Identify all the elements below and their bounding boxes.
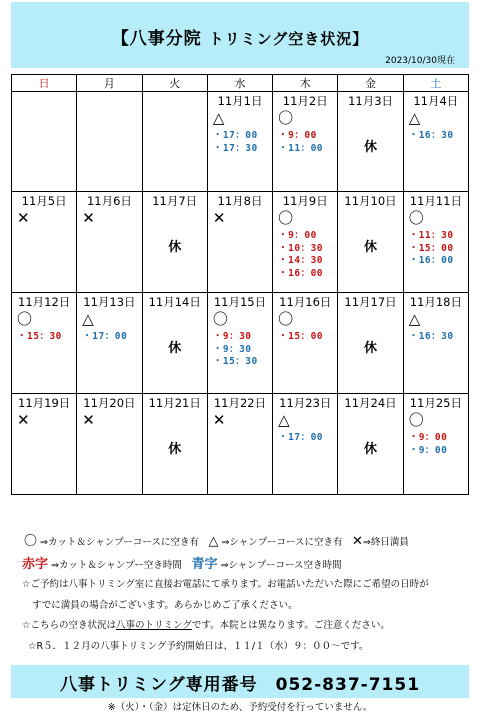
weekday-header: 火 [142, 75, 207, 92]
day-date: 11月4日 [413, 94, 459, 108]
availability-mark: 〇 [408, 209, 424, 227]
closed-label: 休 [168, 240, 182, 255]
time-slot: ・17：00 [278, 432, 324, 443]
calendar-day-cell [207, 92, 272, 192]
availability-mark: ✕ [17, 209, 30, 227]
calendar-day-cell [142, 394, 207, 495]
time-slot: ・9：00 [278, 230, 317, 241]
calendar-day-cell [12, 192, 77, 293]
day-date: 11月21日 [148, 396, 201, 410]
time-slot-list [404, 130, 468, 143]
time-slot-list [208, 130, 272, 155]
calendar-day-cell [77, 394, 142, 495]
time-slot: ・16：00 [408, 255, 454, 266]
day-date: 11月18日 [409, 295, 462, 309]
availability-mark: △ [278, 411, 290, 429]
time-slot: ・17：00 [212, 130, 258, 141]
note-location-b: 八事のトリミング [116, 620, 192, 631]
calendar-day-cell [12, 394, 77, 495]
color-legend [22, 553, 341, 572]
day-date: 11月12日 [18, 295, 71, 309]
availability-mark: 〇 [17, 310, 33, 328]
blue-text-label: 青字 [191, 557, 218, 572]
time-slot-list [273, 230, 337, 280]
availability-mark: 〇 [212, 310, 228, 328]
symbol-legend [24, 530, 409, 549]
time-slot-list [273, 130, 337, 155]
calendar-week-row [12, 192, 469, 293]
time-slot-list [273, 432, 337, 445]
availability-mark: 〇 [278, 109, 294, 127]
cross-legend-text: ⇒終日満員 [362, 537, 409, 548]
closed-label: 休 [364, 240, 378, 255]
triangle-legend-text: ⇒シャンプーコースに空き有 [218, 537, 352, 548]
calendar-day-cell [338, 293, 403, 394]
note-reservation: ☆ご予約は八事トリミング室に直接お電話にて承ります。お電話いただいた際にご希望の日時が [22, 579, 429, 590]
availability-mark: ✕ [82, 209, 95, 227]
note-location [22, 617, 390, 631]
calendar-day-cell [142, 192, 207, 293]
calendar-day-cell [142, 92, 207, 192]
availability-mark: ✕ [212, 411, 226, 429]
time-slot-list [12, 331, 76, 344]
day-date: 11月6日 [86, 194, 132, 208]
blue-legend-text: ⇒シャンプーコース空き時間 [217, 560, 342, 571]
calendar-day-cell [207, 394, 272, 495]
time-slot: ・9：00 [408, 432, 448, 443]
calendar-day-cell [207, 293, 272, 394]
cross-symbol: ✕ [351, 534, 363, 549]
calendar-week-row [12, 92, 469, 192]
day-date: 11月17日 [344, 295, 397, 309]
calendar-day-cell [273, 394, 338, 495]
calendar-day-cell [403, 394, 468, 495]
calendar-day-cell [77, 293, 142, 394]
calendar-day-cell [338, 192, 403, 293]
day-date: 11月7日 [152, 194, 198, 208]
page-title [11, 24, 469, 49]
day-date: 11月5日 [21, 194, 67, 208]
time-slot: ・15：00 [408, 242, 454, 254]
time-slot-list [273, 331, 337, 344]
time-slot: ・14：30 [278, 255, 324, 266]
weekday-header: 金 [338, 75, 403, 92]
time-slot: ・17：00 [82, 331, 128, 342]
availability-calendar [11, 74, 469, 495]
availability-mark: ✕ [212, 209, 226, 227]
calendar-day-cell [403, 92, 468, 192]
time-slot: ・10：30 [278, 242, 324, 254]
day-date: 11月8日 [217, 194, 263, 208]
day-date: 11月1日 [217, 94, 263, 108]
calendar-day-cell [142, 293, 207, 394]
time-slot: ・15：00 [278, 331, 324, 342]
calendar-week-row [12, 293, 469, 394]
as-of-date: 2023/10/30現在 [385, 56, 455, 66]
availability-mark: ✕ [17, 411, 30, 429]
title-sub: トリミング空き状況】 [208, 30, 369, 48]
header-banner [11, 2, 469, 68]
day-date: 11月22日 [213, 396, 267, 410]
day-date: 11月25日 [409, 396, 462, 410]
day-date: 11月15日 [213, 295, 267, 309]
calendar-day-cell [403, 293, 468, 394]
note-reservation-cont: すでに満員の場合がございます。あらかじめご了承ください。 [32, 600, 298, 611]
day-date: 11月10日 [344, 194, 397, 208]
day-date: 11月13日 [83, 295, 136, 309]
time-slot-list [77, 331, 141, 344]
time-slot: ・9：00 [278, 130, 317, 141]
weekday-header: 日 [12, 75, 77, 92]
time-slot: ・15：30 [212, 356, 258, 367]
calendar-day-cell [338, 394, 403, 495]
weekday-header: 月 [77, 75, 142, 92]
day-date: 11月14日 [148, 295, 201, 309]
time-slot: ・11：00 [278, 142, 324, 154]
calendar-day-cell [77, 192, 142, 293]
calendar-day-cell [12, 293, 77, 394]
calendar-day-cell [77, 92, 142, 192]
circle-legend-text: ⇒カット＆シャンプーコースに空き有 [37, 537, 209, 548]
weekday-header-row [12, 75, 469, 92]
day-date: 11月23日 [279, 396, 332, 410]
calendar-day-cell [273, 192, 338, 293]
availability-mark: 〇 [278, 209, 294, 227]
closed-days-note: ※（火）・（金）は定休日のため、予約受付を行っていません。 [107, 702, 373, 713]
calendar-day-cell [338, 92, 403, 192]
time-slot-list [404, 432, 468, 457]
time-slot: ・16：00 [278, 267, 324, 279]
day-date: 11月16日 [279, 295, 332, 309]
closed-label: 休 [168, 341, 182, 356]
note-location-a: ☆こちらの空き状況は [22, 620, 117, 631]
closed-label: 休 [168, 442, 182, 457]
title-main: 【八事分院 [111, 29, 202, 49]
day-date: 11月9日 [282, 194, 328, 208]
calendar-day-cell [273, 293, 338, 394]
note-booking-start: ☆R５．１２月の八事トリミング予約開始日は、１１/１（水）９：００～です。 [28, 641, 369, 652]
day-date: 11月24日 [344, 396, 397, 410]
availability-mark: ✕ [82, 411, 95, 429]
availability-mark: △ [212, 109, 225, 127]
time-slot: ・9：30 [212, 331, 252, 342]
availability-mark: 〇 [278, 310, 294, 328]
phone-number[interactable]: 八事トリミング専用番号 052-837-7151 [59, 675, 421, 695]
availability-mark: 〇 [408, 411, 424, 429]
time-slot: ・17：30 [212, 142, 258, 154]
note-location-c: です。本院とは異なります。ご注意ください。 [191, 620, 390, 631]
calendar-day-cell [12, 92, 77, 192]
closed-label: 休 [364, 140, 378, 155]
day-date: 11月19日 [18, 396, 71, 410]
availability-mark: △ [82, 310, 94, 328]
weekday-header: 土 [403, 75, 468, 92]
red-legend-text: ⇒カット＆シャンプー空き時間 [48, 560, 192, 571]
circle-symbol: 〇 [24, 534, 38, 549]
availability-mark: △ [408, 310, 421, 328]
time-slot: ・9：00 [408, 444, 448, 456]
time-slot-list [208, 331, 272, 369]
day-date: 11月3日 [348, 94, 394, 108]
time-slot-list [404, 331, 468, 344]
time-slot: ・16：30 [408, 130, 454, 141]
footer-banner [11, 665, 469, 698]
calendar-day-cell [403, 192, 468, 293]
weekday-header: 木 [273, 75, 338, 92]
day-date: 11月2日 [282, 94, 328, 108]
day-date: 11月20日 [83, 396, 136, 410]
availability-mark: △ [408, 109, 421, 127]
time-slot: ・9：30 [212, 343, 252, 355]
time-slot: ・11：30 [408, 230, 454, 241]
calendar-week-row [12, 394, 469, 495]
closed-label: 休 [364, 341, 378, 356]
calendar-day-cell [273, 92, 338, 192]
time-slot-list [404, 230, 468, 268]
weekday-header: 水 [207, 75, 272, 92]
time-slot: ・15：30 [17, 331, 62, 342]
day-date: 11月11日 [409, 194, 462, 208]
calendar-day-cell [207, 192, 272, 293]
time-slot: ・16：30 [408, 331, 454, 342]
closed-label: 休 [364, 442, 378, 457]
triangle-symbol: △ [208, 534, 219, 549]
red-text-label: 赤字 [22, 557, 49, 572]
